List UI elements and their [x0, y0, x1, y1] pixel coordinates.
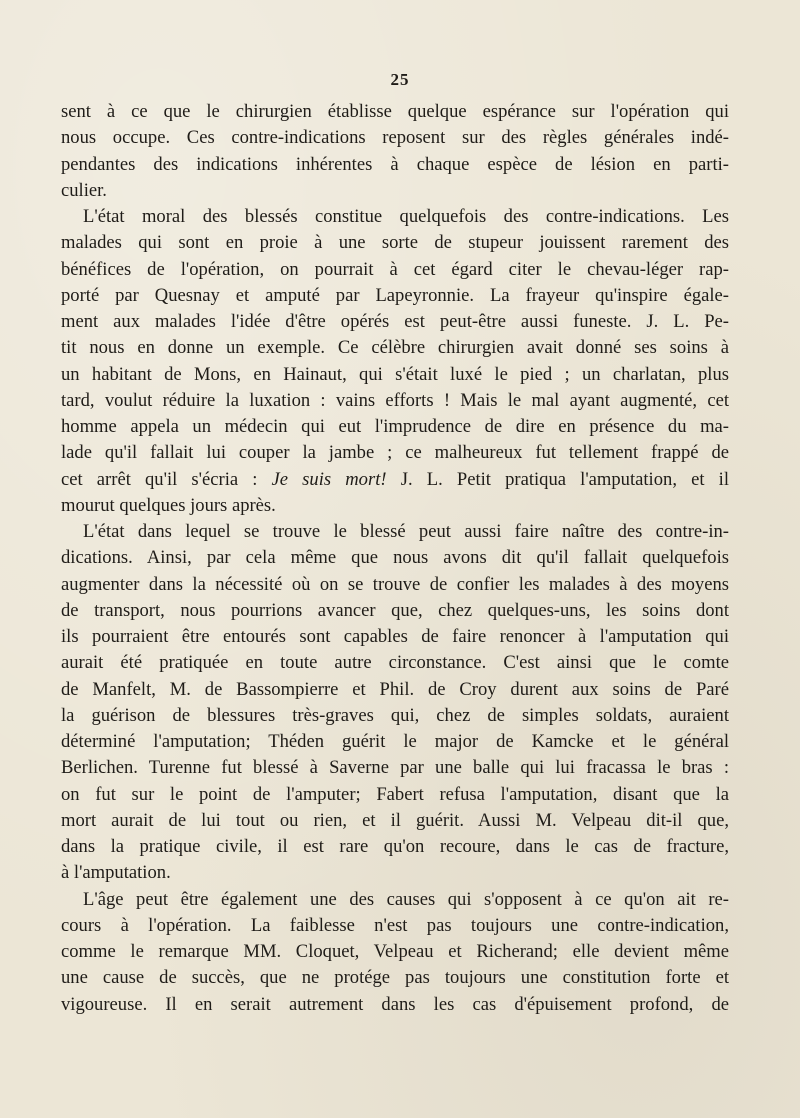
- text-line: ment aux malades l'idée d'être opérés est peut-être aussi funeste. J. L. Pe-: [61, 311, 729, 332]
- text-line: lade qu'il fallait lui couper la jambe ; ce malheureux fut tellement frappé de: [61, 442, 729, 464]
- text-line: de Manfelt, M. de Bassompierre et Phil. de Croy durent aux soins de Paré: [61, 678, 729, 700]
- text-line: dans la pratique civile, il est rare qu'on recoure, dans le cas de fracture,: [61, 836, 729, 857]
- text-run: cet arrêt qu'il s'écria :: [61, 468, 272, 490]
- text-line: porté par Quesnay et amputé par Lapeyronnie. La frayeur qu'inspire égale-: [61, 284, 729, 306]
- text-line: de transport, nous pourrions avancer que, chez quelques-uns, les soins dont: [61, 599, 729, 621]
- text-line: malades qui sont en proie à une sorte de stupeur jouissent rarement des: [61, 232, 729, 254]
- text-line: tard, voulut réduire la luxation : vains efforts ! Mais le mal ayant augmenté, cet: [61, 389, 729, 411]
- italic-quote: Je suis mort!: [271, 468, 387, 490]
- text-line: déterminé l'amputation; Théden guérit le major de Kamcke et le général: [61, 731, 729, 752]
- text-line: nous occupe. Ces contre-indications reposent sur des règles générales indé-: [61, 127, 729, 149]
- text-line: L'état dans lequel se trouve le blessé peut aussi faire naître des contre-in-: [83, 521, 729, 542]
- page-number: 25: [390, 70, 410, 89]
- text-line: sent à ce que le chirurgien établisse quelque espérance sur l'opération qui: [61, 101, 729, 122]
- text-line: vigoureuse. Il en serait autrement dans les cas d'épuisement profond, de: [61, 993, 729, 1015]
- text-line: un habitant de Mons, en Hainaut, qui s'était luxé le pied ; un charlatan, plus: [61, 363, 729, 385]
- text-line: ils pourraient être entourés sont capables de faire renoncer à l'amputation qui: [61, 626, 729, 647]
- text-line: L'état moral des blessés constitue quelquefois des contre-indications. Les: [83, 206, 729, 227]
- text-line: à l'amputation.: [61, 862, 171, 884]
- text-line: homme appela un médecin qui eut l'imprudence de dire en présence du ma-: [61, 416, 729, 437]
- text-line: culier.: [61, 179, 107, 201]
- text-line: pendantes des indications inhérentes à chaque espèce de lésion en parti-: [61, 153, 729, 175]
- body-text: [61, 99, 729, 1018]
- text-line: cours à l'opération. La faiblesse n'est pas toujours une contre-indication,: [61, 914, 729, 936]
- text-line: augmenter dans la nécessité où on se trouve de confier les malades à des moyens: [61, 573, 729, 595]
- text-line: dications. Ainsi, par cela même que nous avons dit qu'il fallait quelquefois: [61, 547, 729, 569]
- text-line: mort aurait de lui tout ou rien, et il guérit. Aussi M. Velpeau dit-il que,: [61, 809, 729, 831]
- text-line: L'âge peut être également une des causes qui s'opposent à ce qu'on ait re-: [83, 888, 729, 910]
- text-line: on fut sur le point de l'amputer; Fabert refusa l'amputation, disant que la: [61, 783, 729, 805]
- paragraph-wounded-state: [61, 519, 729, 887]
- paragraph-continuation: [61, 99, 729, 204]
- text-line: mourut quelques jours après.: [61, 494, 276, 516]
- text-line: comme le remarque MM. Cloquet, Velpeau et Richerand; elle devient même: [61, 941, 729, 962]
- text-line: une cause de succès, que ne protége pas toujours une constitution forte et: [61, 967, 729, 989]
- paragraph-moral-state: [61, 204, 729, 519]
- text-line-with-quote: [61, 467, 729, 493]
- text-line: tit nous en donne un exemple. Ce célèbre chirurgien avait donné ses soins à: [61, 337, 729, 359]
- text-line: la guérison de blessures très-graves qui, chez de simples soldats, auraient: [61, 704, 729, 726]
- text-line: aurait été pratiquée en toute autre circonstance. C'est ainsi que le comte: [61, 652, 729, 674]
- paragraph-age: [61, 887, 729, 1018]
- text-run: J. L. Petit pratiqua l'amputation, et il: [386, 468, 729, 490]
- text-line: bénéfices de l'opération, on pourrait à cet égard citer le chevau-léger rap-: [61, 258, 729, 280]
- text-line: Berlichen. Turenne fut blessé à Saverne par une balle qui lui fracassa le bras :: [61, 757, 729, 779]
